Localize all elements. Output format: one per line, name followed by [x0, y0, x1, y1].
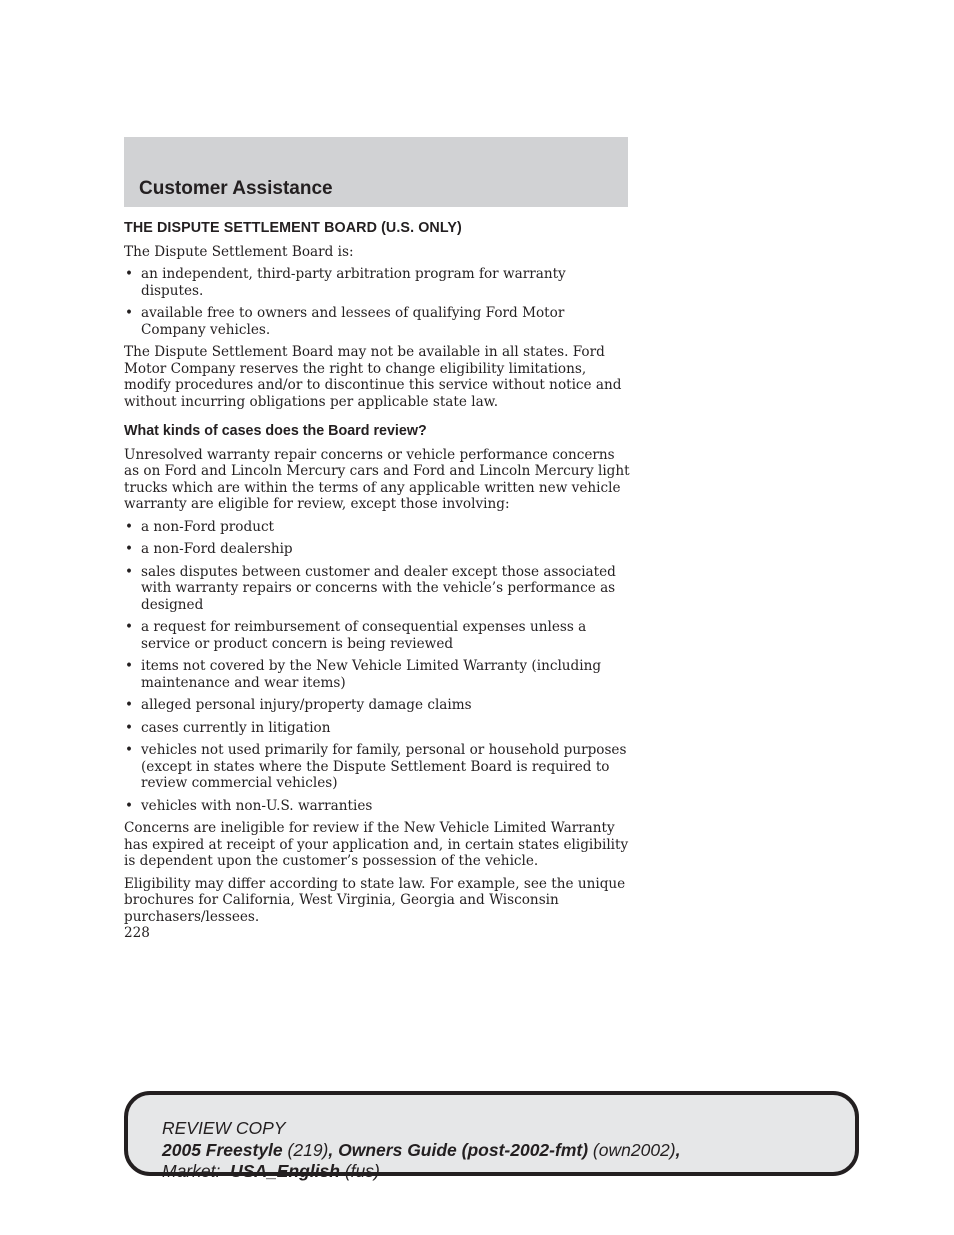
availability-text: The Dispute Settlement Board may not be available in all states. Ford Motor Company reserves the right to change eligibility limitations, modify procedures and/or to discontinue this service without notice and without incurring obligations per applicable state law.: [124, 344, 622, 410]
bullet-icon: •: [125, 797, 134, 814]
review-copy-label: REVIEW COPY: [162, 1118, 286, 1138]
review-copy-text: [162, 1118, 681, 1183]
bullet-icon: •: [125, 305, 134, 321]
bullet-icon: •: [125, 697, 134, 713]
list-item: • a request for reimbursement of consequential expenses unless a service or product concern is being reviewed: [125, 619, 587, 652]
list-item: • sales disputes between customer and dealer except those associated with warranty repairs or concerns with the vehicle’s performance as designed: [125, 563, 616, 613]
market-code: (fus): [344, 1161, 380, 1181]
model-name: 2005 Freestyle: [162, 1139, 283, 1160]
list-item: • cases currently in litigation: [125, 719, 331, 736]
page-title: Customer Assistance: [139, 178, 333, 199]
bullet-icon: •: [125, 518, 134, 535]
intro-text: The Dispute Settlement Board is:: [124, 243, 354, 260]
content: [124, 220, 632, 931]
bullet-icon: •: [125, 563, 134, 580]
market-line: [162, 1161, 681, 1183]
list-item: • alleged personal injury/property damage claims: [125, 697, 472, 713]
model-code: (219): [287, 1139, 329, 1160]
ineligible-text: Concerns are ineligible for review if the New Vehicle Limited Warranty has expired at receipt of your application and, in certain states eligibility is dependent upon the customer’s possession of the vehicle.: [124, 820, 629, 869]
list-item: • a non-Ford product: [125, 518, 275, 535]
guide-name: Owners Guide (post-2002-fmt): [338, 1139, 589, 1160]
bullet-icon: •: [125, 658, 134, 674]
eligibility-text: Eligibility may differ according to state law. For example, see the unique brochures for California, West Virginia, Georgia and Wisconsin purchasers/lessees.: [124, 875, 626, 925]
guide-info-line: 2005 Freestyle (219), Owners Guide (post-2002-fmt) (own2002),: [162, 1139, 681, 1160]
bullet-icon: •: [125, 541, 134, 557]
bullet-icon: •: [125, 266, 134, 282]
list-item: • available free to owners and lessees of qualifying Ford Motor Company vehicles.: [125, 305, 565, 338]
market-name: USA_English: [230, 1161, 340, 1181]
bullet-icon: •: [125, 619, 134, 635]
page-number: 228: [124, 925, 150, 941]
exclusion-list: [124, 519, 632, 815]
list-item: • a non-Ford dealership: [125, 541, 293, 557]
bullet-icon: •: [125, 742, 134, 758]
section-heading: THE DISPUTE SETTLEMENT BOARD (U.S. ONLY): [124, 220, 462, 236]
market-label: Market:: [162, 1161, 221, 1181]
list-item: • items not covered by the New Vehicle Limited Warranty (including maintenance and wear items): [125, 658, 602, 691]
review-text: Unresolved warranty repair concerns or vehicle performance concerns as on Ford and Lincoln Mercury cars and Ford and Lincoln Mercury light trucks which are within the terms of any applicable written new vehicle warranty are eligible for review, except those involving:: [124, 446, 630, 512]
intro-bullet-list: [124, 266, 632, 338]
list-item: • vehicles with non-U.S. warranties: [125, 797, 373, 814]
guide-code: (own2002): [592, 1139, 676, 1160]
list-item: • vehicles not used primarily for family, personal or household purposes (except in states where the Dispute Settlement Board is required to review commercial vehicles): [125, 742, 627, 791]
review-subheading: What kinds of cases does the Board review?: [124, 423, 427, 439]
list-item: • an independent, third-party arbitration program for warranty disputes.: [125, 266, 566, 299]
bullet-icon: •: [125, 719, 134, 736]
